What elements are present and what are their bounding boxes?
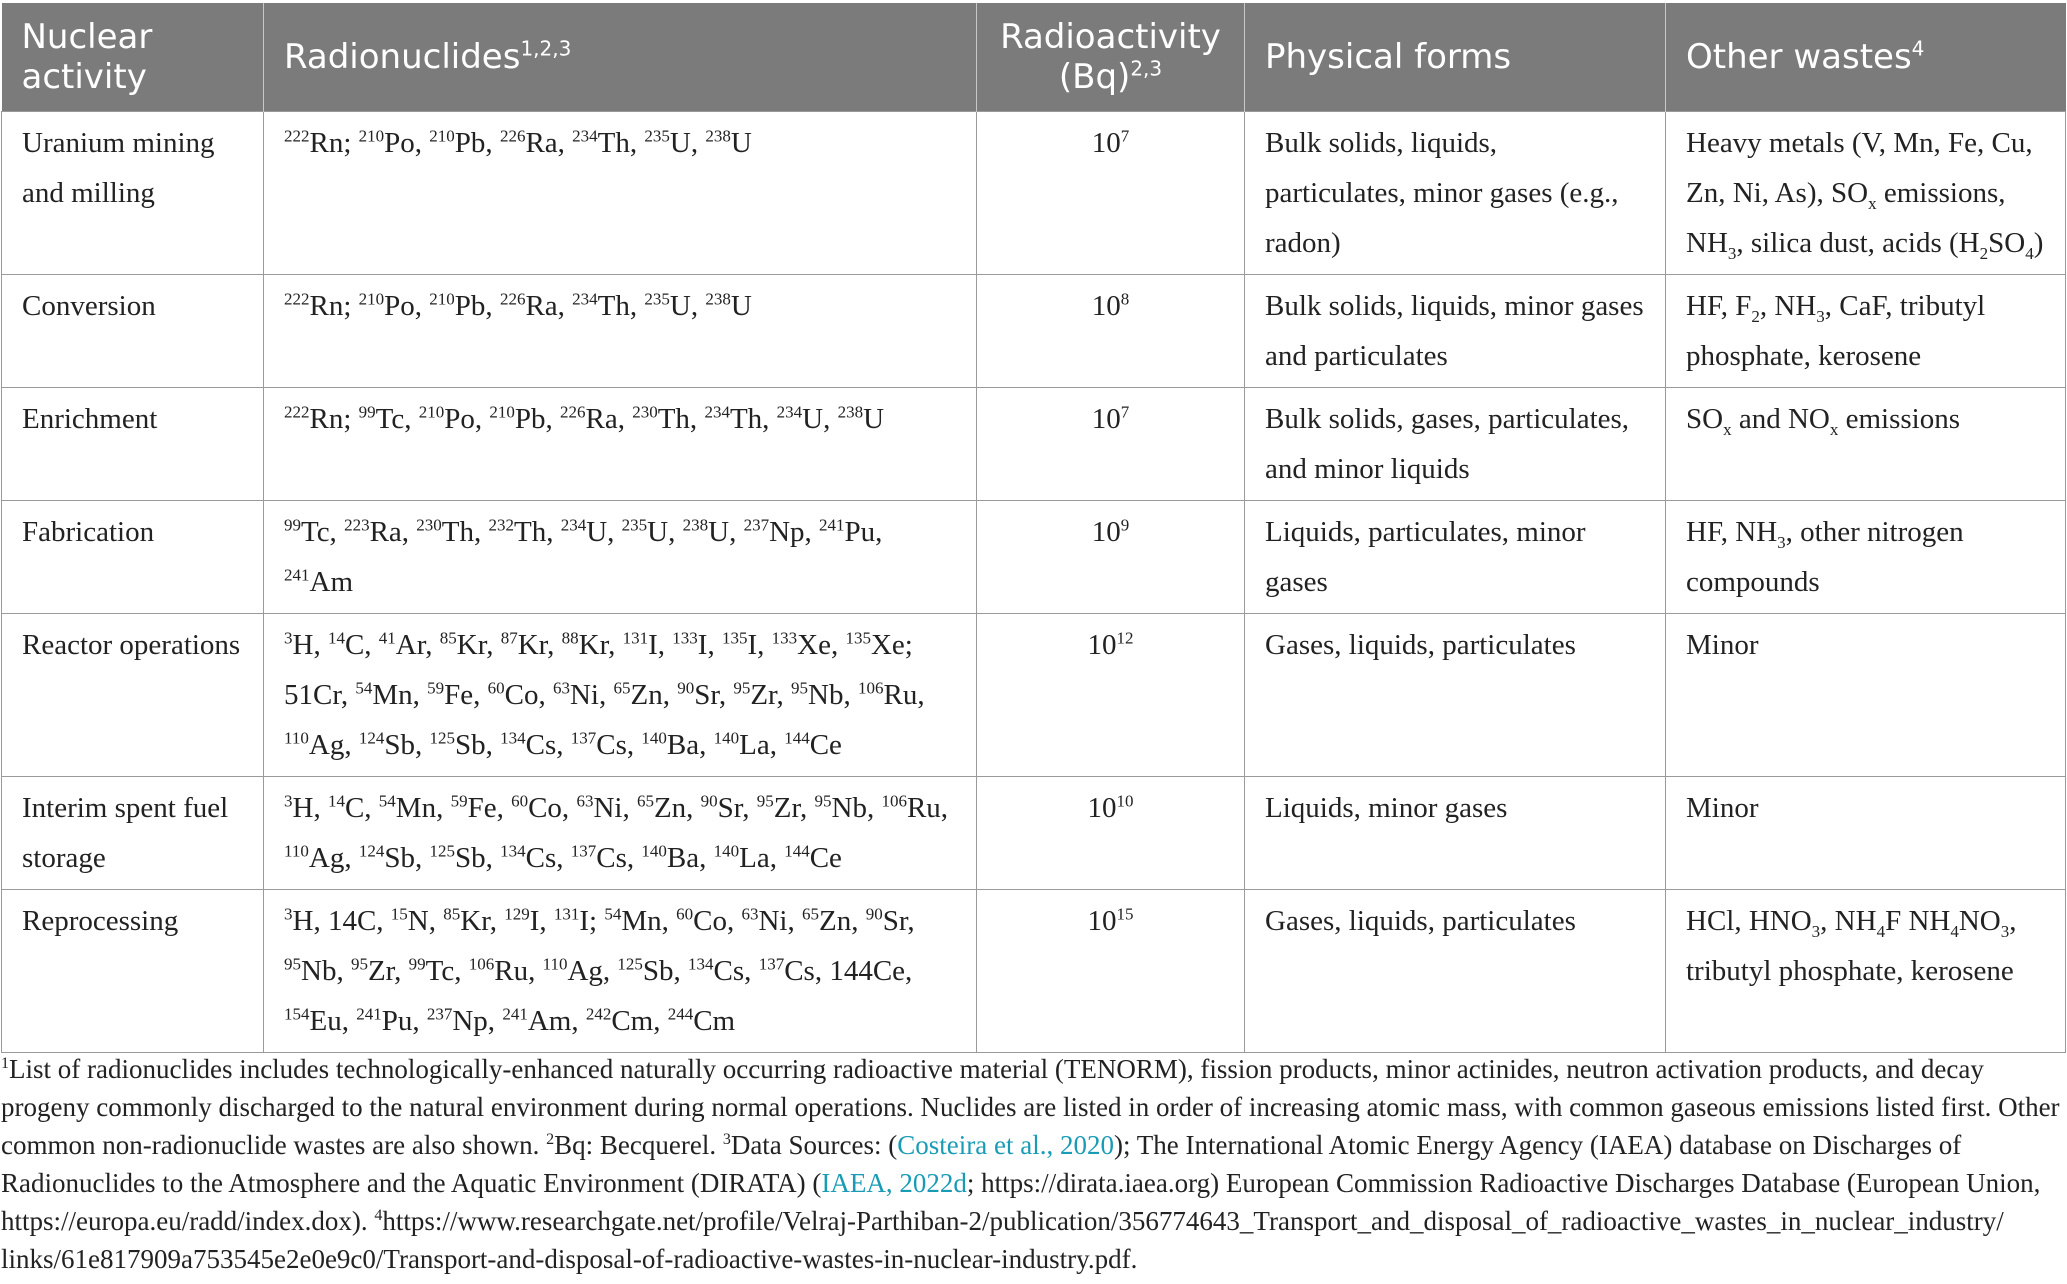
header-physical-forms: Physical forms: [1245, 3, 1666, 112]
cell-other-wastes: HCl, $HNO_3$, $NH_4F$ $NH_4NO_3$, tributyl phosphate, kerosene: [1666, 890, 2066, 1053]
cell-physical-forms: Liquids, particulates, minor gases: [1245, 501, 1666, 614]
cell-radioactivity: $10^9$: [977, 501, 1245, 614]
cell-physical-forms: Liquids, minor gases: [1245, 777, 1666, 890]
cell-other-wastes: HF, $NH_3$, other nitrogen compounds: [1666, 501, 2066, 614]
cell-other-wastes: Minor: [1666, 614, 2066, 777]
cell-other-wastes: Heavy metals (V, Mn, Fe, Cu, Zn, Ni, As), $SO_x$ emissions, $NH_3$, silica dust, acids $(H_2SO_4)$: [1666, 112, 2066, 275]
header-radioactivity: Radioactivity $(Bq)^{2,3}$: [977, 3, 1245, 112]
cell-activity: Reprocessing: [2, 890, 264, 1053]
table-row: [2, 388, 2066, 501]
header-nuclear-activity: Nuclear activity: [2, 3, 264, 112]
cell-activity: Enrichment: [2, 388, 264, 501]
citation-link-iaea[interactable]: IAEA, 2022d: [821, 1168, 967, 1198]
cell-radioactivity: $10^{12}$: [977, 614, 1245, 777]
cell-radionuclides: $^{99}$Tc, $^{223}$Ra, $^{230}$Th, $^{232}$Th, $^{234}$U, $^{235}$U, $^{238}$U, $^{237}$Np, $^{241}$Pu, $^{241}$Am: [264, 501, 977, 614]
header-radionuclides: Radionuclides$^{1,2,3}$: [264, 3, 977, 112]
cell-physical-forms: Gases, liquids, particulates: [1245, 614, 1666, 777]
radionuclide-table-container: [1, 3, 2065, 1053]
table-row: [2, 614, 2066, 777]
cell-other-wastes: HF, $F_2$, $NH_3$, CaF, tributyl phosphate, kerosene: [1666, 275, 2066, 388]
table-row: [2, 112, 2066, 275]
cell-radionuclides: $^{222}$Rn; $^{210}$Po, $^{210}$Pb, $^{226}$Ra, $^{234}$Th, $^{235}$U, $^{238}$U: [264, 275, 977, 388]
cell-radioactivity: $10^{15}$: [977, 890, 1245, 1053]
cell-activity: Uranium mining and milling: [2, 112, 264, 275]
table-row: [2, 501, 2066, 614]
cell-physical-forms: Bulk solids, liquids, particulates, minor gases (e.g., radon): [1245, 112, 1666, 275]
table-row: [2, 275, 2066, 388]
cell-other-wastes: $SO_x$ and $NO_x$ emissions: [1666, 388, 2066, 501]
cell-radioactivity: $10^8$: [977, 275, 1245, 388]
cell-radionuclides: $^{222}$Rn; $^{99}$Tc, $^{210}$Po, $^{210}$Pb, $^{226}$Ra, $^{230}$Th, $^{234}$Th, $^{234}$U, $^{238}$U: [264, 388, 977, 501]
cell-other-wastes: Minor: [1666, 777, 2066, 890]
cell-radioactivity: $10^{10}$: [977, 777, 1245, 890]
table-row: [2, 777, 2066, 890]
cell-activity: Interim spent fuel storage: [2, 777, 264, 890]
cell-physical-forms: Bulk solids, gases, particulates, and minor liquids: [1245, 388, 1666, 501]
cell-physical-forms: Bulk solids, liquids, minor gases and particulates: [1245, 275, 1666, 388]
header-other-wastes: Other wastes$^4$: [1666, 3, 2066, 112]
cell-radionuclides: $^3$H, $^{14}$C, $^{41}$Ar, $^{85}$Kr, $^{87}$Kr, $^{88}$Kr, $^{131}$I, $^{133}$I, $^{135}$I, $^{133}$Xe, $^{135}$Xe; 51Cr, $^{54}$Mn, $^{59}$Fe, $^{60}$Co, $^{63}$Ni, $^{65}$Zn, $^{90}$Sr, $^{95}$Zr, $^{95}$Nb, $^{106}$Ru, $^{110}$Ag, $^{124}$Sb, $^{125}$Sb, $^{134}$Cs, $^{137}$Cs, $^{140}$Ba, $^{140}$La, $^{144}$Ce: [264, 614, 977, 777]
cell-physical-forms: Gases, liquids, particulates: [1245, 890, 1666, 1053]
table-footnote: $^1$List of radionuclides includes technologically-enhanced naturally occurring radioactive material (TENORM), fission products, minor actinides, neutron activation products, and decay progeny commonly discharged to the natural environment during normal operations. Nuclides are listed in order of increasing atomic mass, with common gaseous emissions listed first. Other common non-radionuclide wastes are also shown. $^2$Bq: Becquerel. $^3$Data Sources: (Costeira et al., 2020); The International Atomic Energy Agency (IAEA) database on Discharges of Radionuclides to the Atmosphere and the Aquatic Environment (DIRATA) (IAEA, 2022d; https://dirata.iaea.org) European Commission Radioactive Discharges Database (European Union, https://europa.eu/radd/index.dox). $^4$https://www.researchgate.net/profile/Velraj-Parthiban-2/publication/356774643_Transport_and_disposal_of_radioactive_wastes_in_nuclear_industry/ links/61e817909a753545e2e0e9c0/Transport-and-disposal-of-radioactive-wastes-in-nuclear-industry.pdf.: [1, 1054, 2060, 1274]
citation-link-costeira[interactable]: Costeira et al., 2020: [897, 1130, 1114, 1160]
cell-radioactivity: $10^7$: [977, 388, 1245, 501]
table-row: [2, 890, 2066, 1053]
cell-activity: Reactor operations: [2, 614, 264, 777]
cell-radionuclides: $^3$H, 14C, $^{15}$N, $^{85}$Kr, $^{129}$I, $^{131}$I; $^{54}$Mn, $^{60}$Co, $^{63}$Ni, $^{65}$Zn, $^{90}$Sr, $^{95}$Nb, $^{95}$Zr, $^{99}$Tc, $^{106}$Ru, $^{110}$Ag, $^{125}$Sb, $^{134}$Cs, $^{137}$Cs, 144Ce, $^{154}$Eu, $^{241}$Pu, $^{237}$Np, $^{241}$Am, $^{242}$Cm, $^{244}$Cm: [264, 890, 977, 1053]
cell-activity: Conversion: [2, 275, 264, 388]
cell-radioactivity: $10^7$: [977, 112, 1245, 275]
table-header-row: [2, 3, 2066, 112]
cell-activity: Fabrication: [2, 501, 264, 614]
radionuclide-table: [1, 3, 2066, 1053]
cell-radionuclides: $^{222}$Rn; $^{210}$Po, $^{210}$Pb, $^{226}$Ra, $^{234}$Th, $^{235}$U, $^{238}$U: [264, 112, 977, 275]
cell-radionuclides: $^3$H, $^{14}$C, $^{54}$Mn, $^{59}$Fe, $^{60}$Co, $^{63}$Ni, $^{65}$Zn, $^{90}$Sr, $^{95}$Zr, $^{95}$Nb, $^{106}$Ru, $^{110}$Ag, $^{124}$Sb, $^{125}$Sb, $^{134}$Cs, $^{137}$Cs, $^{140}$Ba, $^{140}$La, $^{144}$Ce: [264, 777, 977, 890]
